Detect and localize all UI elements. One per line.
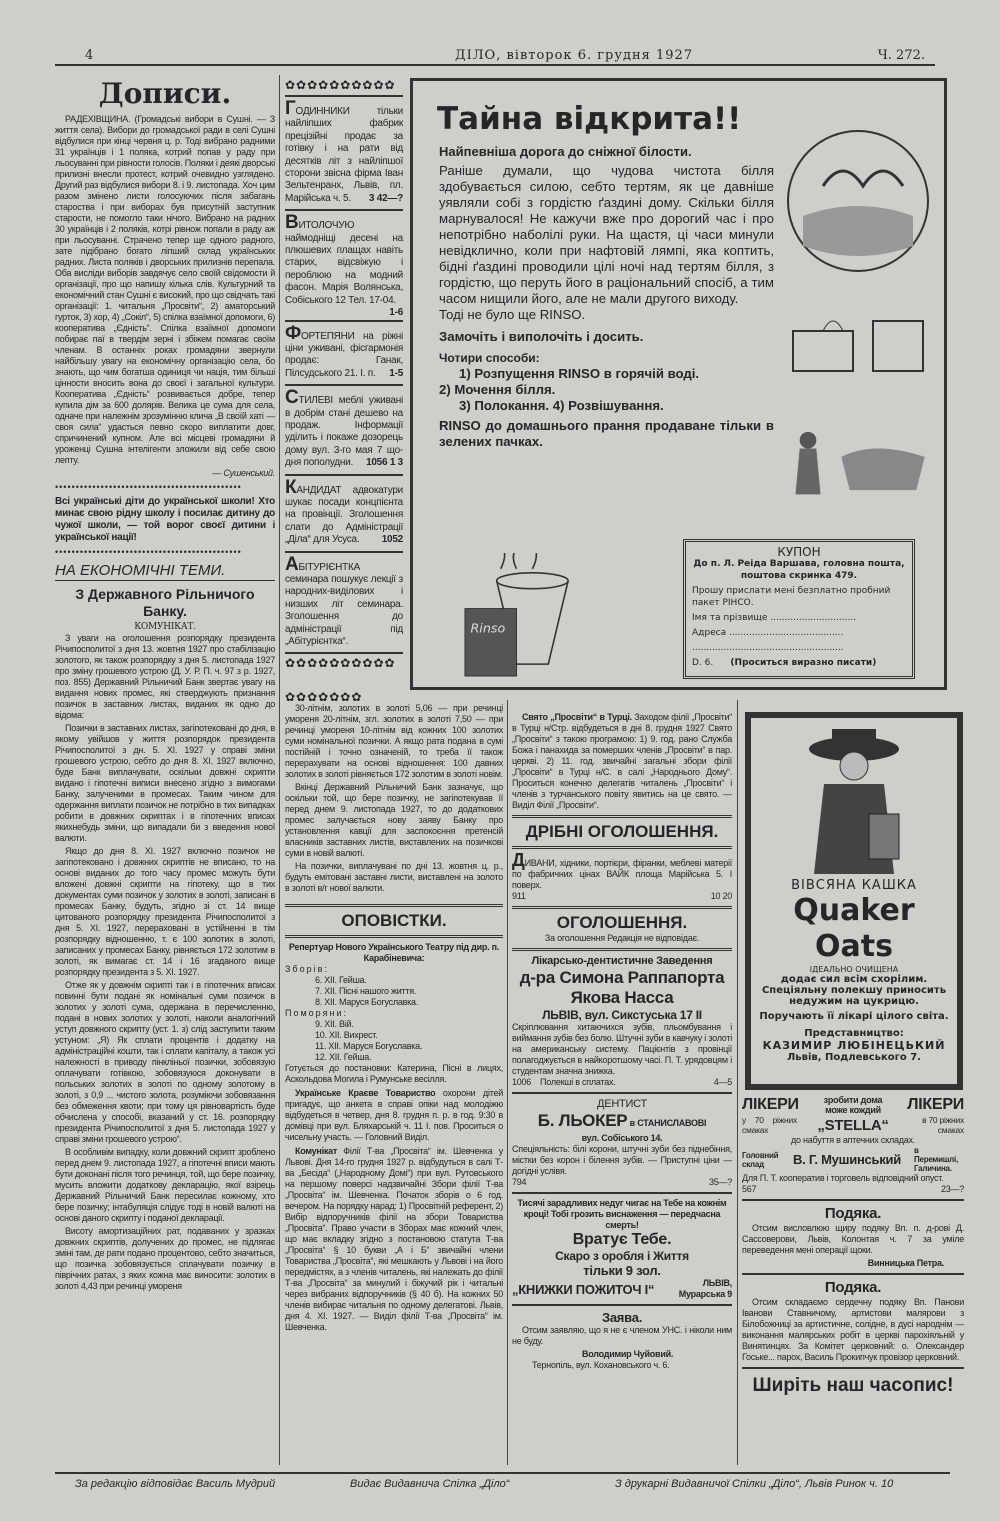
bank-continued: Вкінці Державний Рільничий Банк зазначує, що оскільки той, що бере позичку, не загіпотекував її перед днем 9. листопада 1927, то до додаткових промес залучається нову заяву Банку про установлення кавції для заспокоєння претенсій власників заставних листів, виставлених на позичкові суми в новій валюті.	[285, 782, 503, 858]
health-book: „КНИЖКИ ПОЖИТОЧ І“	[512, 1281, 655, 1297]
liquor-where: до набуття в аптечних складах.	[791, 1135, 915, 1145]
quaker-line: ВІВСЯНА КАШКА	[791, 878, 917, 893]
ad-piano: ФОРТЕПЯНИ на ріжні ціни уживані, фісгармонія продає: Ганак, Пілсудського 21. І. п. 1-5	[285, 322, 403, 379]
thanks-title: Подяка.	[824, 1279, 882, 1296]
thanks-name: Винницька Петра.	[867, 1258, 944, 1268]
quaker-rep: Представництво:	[804, 1028, 904, 1039]
bank-para: Позички в заставних листах, загіпотековані до дня, в якому увійшов у життя розпорядок президента Річипосполитої з дн. 5. XI. 1927 у справі зміни грошевого устрою, себто до дня 8. XI. 1927 включно, буде Банк виплачувати, оскільки довжні скрипти видано і гіпотечні виписи внесено згідно з вимогами Банку, залученими в промесах. Таким чином для одержання виплати позичок не потрібно в тих випадках робити в довжних скриптах і в гіпотечних вписах якихнебудь зміни, що випадали би з введення нової валюти.	[55, 723, 275, 843]
issue-number: Ч. 272.	[877, 48, 925, 63]
left-column	[55, 74, 275, 1294]
quaker-man-illustration	[794, 724, 914, 874]
coupon-title: КУПОН	[777, 545, 821, 559]
health-warning: Тисячі зарадливих недуг чигає на Тебе на кожнім кроці! Тобі грозить виснаження — передчасна смерть!	[517, 1198, 727, 1230]
footer-editor: За редакцію відповідає Василь Мудрий	[75, 1478, 276, 1490]
bank-para: Висоту амортизаційних рат, подаваних у зразках довжних скриптів, долучених до промес, не підлягає зміні там, де рати подано процентово, себто значиться, що позичка зобовязується сплачувати позичку в піврічних ратах, з яких кожна має виносити: золотих в золоті 4,43 при речинці умореня	[55, 1226, 275, 1291]
rinso-coupon: КУПОН До п. Л. Реіда Варшава, головна пошта, поштова скринка 479. Прошу прислати мені безплатно пробний пакет РІНСО. Імя та прізвище .............................. Адреса ........................................ ..................................................... D. 6. (Проситься виразно писати)	[683, 539, 915, 679]
ads-note: За оголошення Редакція не відповідає.	[544, 933, 700, 943]
bank-para: З уваги на оголошення розпорядку президента Річипосполитої з дня 13. жовтня 1927 про стабілізацію золотого, як також розпорядку з дня 5. листопада 1927 про зміну грошевого устрою (Д. У. Р. П. ч. 97 з р. 1927, поз. 855) Державний Рільничий Банк звертає увагу на видання нових промес, які стверджують признання позичок в заставних листах, виданих як одно до відома:	[55, 633, 275, 720]
bank-continued: На позички, виплачувані по дні 13. жовтня ц. р., будуть емітовані заставні листи, виставлені на золото в золоті в/г нової валюти.	[285, 861, 503, 893]
spread-slogan: Ширіть наш часопис!	[752, 1375, 954, 1396]
washing-hands-illustration	[783, 126, 933, 276]
ads-title: ОГОЛОШЕННЯ.	[556, 913, 688, 932]
dentist-label: ДЕНТИСТ	[597, 1098, 647, 1110]
rinso-body: Раніше думали, що чудова чистота білля здобувається силою, себто тертям, як це давніше уявляли собі з гордістю ґаздині дому. Скільки білля марнувалося! Не кажучи вже про дорогий час і про непотрібно наболілі руки. На щастя, ці часи минули невідклично, коли при нафтовій лямпі, яка коптить, бідні ґаздині проводили цілі ночі над тертям білля, з гордістю, що перуть його в раціональний спосіб, а тим часом нищили його, але не мали другого виходу.	[439, 163, 774, 306]
dental-address: ЛЬВІВ, вул. Сикстуська 17 II	[542, 1008, 702, 1022]
quaker-brand: Quaker Oats	[793, 893, 915, 964]
coupon-request: Прошу прислати мені безплатно пробний пакет РІНСО.	[692, 586, 891, 608]
page-header	[55, 48, 935, 66]
theatre-prep: Готується до постановки: Катерина, Пісні в лицях, Аскольдова Могила і Румунське весілля.	[285, 1063, 503, 1084]
child-society-title: Українське Краєве Товариство	[295, 1088, 436, 1098]
rinso-subhead: Найпевніша дорога до сніжної білости.	[439, 144, 692, 159]
statement-text: Отсим заявляю, що я не є членом УНС. і ніколи ним не буду.	[512, 1325, 732, 1346]
quaker-rep-addr: Львів, Подлевського 7.	[787, 1052, 921, 1063]
turka-title: Свято „Просвіти“ в Турці.	[522, 712, 632, 722]
coupon-address-label: Адреса	[692, 628, 727, 638]
thanks-title: Подяка.	[824, 1205, 882, 1222]
rinso-box-illustration	[453, 553, 588, 680]
theatre-title: Репертуар Нового Українського Театру під дир. п. Карабіневича:	[288, 942, 500, 963]
quaker-doctors: Поручають її лікарі цілого світа.	[759, 1011, 949, 1022]
ad-sofas: ДИВАНИ, хідники, портієри, фіранки, меблеві матерії по фабричних цінах ВАЙК площа Марійська 5. І поверх. 911 10 20	[512, 850, 732, 901]
bank-subtitle: КОМУНІКАТ.	[134, 622, 196, 632]
dental-line: д-ра Симона Раппапорта	[519, 968, 725, 987]
classifieds-title: ДРІБНІ ОГОЛОШЕННЯ.	[525, 822, 719, 841]
theatre-town: Зборів:	[285, 964, 329, 974]
health-price: тільки 9 зол.	[583, 1263, 661, 1278]
rinso-ways-title: Чотири способи:	[439, 351, 540, 365]
rinso-soak: Замочіть і виполочіть і досить.	[439, 329, 644, 344]
ad-candidate: КАНДИДАТ адвокатури шукає посади концпієнта на провінції. Зголошення слати до Адміністрації „Діла“ для Усуса. 1052	[285, 476, 403, 546]
coupon-name-label: Імя та прізвище	[692, 613, 768, 623]
masthead: ДІЛО, вівторок 6. грудня 1927	[455, 48, 694, 63]
bank-title: З Державного Рільничого Банку.	[75, 586, 255, 619]
rinso-way: 3) Полокання. 4) Розвішування.	[459, 398, 664, 413]
dentist-city: в СТАНИСЛАВОВІ	[629, 1118, 707, 1128]
ad-graduate: АБІТУРІЄНТКА семинара пошукує лекції з народних-виділових і низших літ семинара. Зголошення до адміністрації під „Абітурієнтка“.	[285, 553, 403, 648]
rinso-box-label: Rinso	[470, 620, 506, 636]
ornament: ✿✿✿✿✿✿✿	[285, 692, 363, 703]
rinso-closing: RINSO до домашнього прання продаване тільки в зелених пачках.	[439, 418, 774, 449]
notices-title: ОПОВІСТКИ.	[341, 911, 447, 930]
ads-column: Свято „Просвіти“ в Турці. Заходом філії „Просвіти“ в Турці н/Стр. відбудеться в дні 8. грудня 1927 Свято „Просвіти“ з такою програмою: 1) 9. год. рано Служба Божа і панахида за померших членів „Просвіти“ в пар. церкві. 2) 11. год. звичайні загальні збори філії „Просвіти“ в Турці н/С. в салі „Народнього Дому“. Проситься конечно делегатів читалень „Просвіти“ і членів з турчанського повіту явитись на це свято. — Виділ Філії „Просвіти“. ДРІБНІ ОГОЛОШЕННЯ. ДИВАНИ, хідники, портієри, фіранки, меблеві матерії по фабричних цінах ВАЙК площа Марійська 5. І поверх. 911 10 20 ОГОЛОШЕННЯ. За оголошення Редакція не відповідає. Лікарсько-дентистичне Заведення д-ра Симона Раппапорта Якова Насса ЛЬВІВ, вул. Сикстуська 17 II Скріплювання хитаючихся зубів, пльомбування і виймання зубів без болю. Штучні зуби в кавчуку і золоті на американську систему. Пацієнтів з провінції полагоджується в найкоротшому часі. П. Т. урядовцям і студентам значна знижка. 1006 Полекші в сплатах. 4—5 ДЕНТИСТ Б. ЛЬОКЕР в СТАНИСЛАВОВІ вул. Собіського 14. Спеціяльність: білі корони, штучні зуби без піднебіння, містки без корон і білення зубів. — Приступні ціни — догідні услівя. 794 35—? Тисячі зарадливих недуг чигає на Тебе на кожнім кроці! Тобі грозить виснаження — передчасна смерть! Вратує Тебе. Скаро з оробля і Життя тільки 9 зол. „КНИЖКИ ПОЖИТОЧ І“ ЛЬВІВ, Мурарська 9 Заява. Отсим заявляю, що я не є членом УНС. і ніколи ним не буду. Володимир Чуйовий. Тернопіль, вул. Кохановського ч. 6.	[512, 712, 732, 1370]
divider: •••••••••••••••••••••••••••••••••••••••••••••	[55, 547, 242, 557]
ad-clocks: ГОДИННИКИ тільки найліпших фабрик прецізійні продає за готівку і на рати від десятків літ з найліпшої сторони звісна фірма Іван Зельтенранх, Львів, пл. Марійська ч. 5. 3 42—?	[285, 98, 403, 204]
quaker-pure: ІДЕАЛЬНО ОЧИЩЕНА	[809, 965, 899, 974]
statement-title: Заява.	[601, 1310, 643, 1325]
ornament: ✿✿✿✿✿✿✿✿✿✿	[285, 80, 396, 91]
bank-para: Отже як у довжнім скрипті так і в гіпотечних вписах повинні бути подані як номінальні суми позичок в золотих у золоті сума, одержана в перечисленню, подані в нових золотих у золоті, наколи аналогічний уступ довжного скрипту (уст. 1. з) слід заступити таким устуном: „Я) Як сплати процентів і додатку на адміністраційні кошти, так і сплати капіталу, а також усі належності в приводу пінкліньої позички, зобовязую оплачувати готівкою, зобовязуюся доконувати в польських золотих в золоті по одному золотому в золоті, з 0,9 ... чистого золота, розуміючи зобовязання без обмеження квоти; при тому ця рівновартість буде обчислена у способі, вказаний у ст. 16. розпорядку президента Річипосполитої з дня 5. листопада 1927 у справі зміни грошевого устрою“.	[55, 980, 275, 1144]
rinso-way: 1) Розпущення RINSO в горячій воді.	[459, 366, 700, 381]
theatre-town: Поморяни:	[285, 1008, 348, 1018]
kettle-illustration	[783, 301, 933, 381]
quaker-oats-advertisement	[745, 712, 963, 1090]
bank-para: Якщо до дня 8. XI. 1927 включно позичок не загіпотековано і довжних скриптів не вписано, то на основі виданих до того часу промес можуть бути вложені довжні скрипти на гіпотеку, що в тих документах суми позичок у золотих в золоті, записані в промесах Банку, будуть, згідно зі ст. 14 вище цитованого розпорядку президента Річипосполитої з дня 5. XI. 1927, перераховані в устійненні в тім розпорядку відношенню, т. є 100 золотих в золоті, записаних у промесах Банку, рівняється 172 золотим в золоті, як вимагає ст. 14 і 16 згаданого вище розпорядку президента з 5. XI. 1927.	[55, 846, 275, 977]
quaker-rep-name: КАЗИМИР ЛЮБІНЕЦЬКИЙ	[762, 1039, 946, 1052]
section-economy: НА ЕКОНОМІЧНІ ТЕМИ.	[55, 562, 275, 581]
quaker-text: додає сил всім схорілим. Спеціяльну полекшу приносить недужим на цукрицю.	[761, 974, 947, 1007]
divider: •••••••••••••••••••••••••••••••••••••••••••••	[55, 482, 242, 492]
rinso-advertisement	[410, 78, 947, 690]
signature: — Сушенський.	[212, 468, 275, 478]
right-lower-column: ЛІКЕРИ зробити дома може кождий ЛІКЕРИ у 70 ріжних смаках „STELLA“ в 70 ріжних смаках до набуття в аптечних складах. Головний склад В. Г. Мушинський в Перемишлі, Галичина. Для П. Т. кооператив і торговель відповідний опуст. 567 23—? Подяка. Отсим висловлюю щиру подяку Вп. п. д-рові Д. Сассоверови, Львів, Колонтая ч. 7 за уміле переведення мені операції щоки. Винницька Петра. Подяка. Отсим складаємо сердечну подяку Вп. Панови Іванови Ставничому, артистови малярови з Білобожниці за артистичне, солідне, в дусі народнім — виконання малярських робіт в церкві парохіяльній у Винятинцях. За Комітет церковний: о. Олександер Гоське... парох, Василь Прокипчук провізор церковний. Ширіть наш часопис!	[742, 1095, 964, 1399]
statement-address: Тернопіль, вул. Кохановського ч. 6.	[532, 1360, 670, 1370]
theatre-list: 6. XII. Гейша. 7. XII. Пісні нашого життя. 8. XII. Маруся Богуславка.	[315, 975, 419, 1007]
ad-furniture: СТИЛЕВІ меблі уживані в добрім стані дешево на продаж. Інформації уділить і покаже дозорець дому вул. 3-го мая 7 що-дня пополудни. 1056 1 3	[285, 387, 403, 469]
bank-continued: 30-літнім, золотих в золоті 5,06 — при речинці умореня 20-літнім, згл. золотих в золоті 7,50 — при речинці умореня 10-літнім від кожних 100 золотих суми номінальної позички. А якщо рата подана в сумі постійній і точно означеній, то треба її також перерахувати на основі відношення: 100 давних золотих в золоті рівняється 172 золотим в золоті новім.	[285, 703, 503, 779]
bank-para: В особливім випадку, коли довжний скрипт зроблено перед днем 9. листопада 1927, а гіпотечні вписи мають бути доконані після того речинця, той, що бере позичку, мусить вложити додаткову декларацію, якої взірець Державний Рільничий Банк пересилає кожному, хто бере позичку; інтабуляція слідує тоді в новій валюті на основі даного скрипту і поданої декларації.	[55, 1147, 275, 1223]
ad-embroidery: ВИТОЛОЧУЮ наймодніщі десені на плюшевих плащах навіть старих, відсвіжую і пероблюю на модний фасон. Марія Волянська, Собіського 12 Тел. 17-04. 1-6	[285, 212, 403, 319]
school-appeal: Всі українські діти до української школи! Хто минає свою рідну школу і посилає дитину до чужої школи, — той ворог своєї дитини і української нації!	[55, 496, 275, 543]
small-ads-column	[285, 80, 403, 669]
rinso-headline: Тайна відкрита!!	[437, 101, 742, 137]
section-title-dopysy: Дописи.	[98, 77, 232, 110]
child-society-text: охорони дітей пригадує, що анкета в справі опіки над молодіжю відбудеться в четвер, дня 8. грудня п. р. в год. 9:30 в домівці при вул. Бляхарській ч. 11 І. пов. Проситься о чисельну участь. — Головний Виділ.	[285, 1088, 503, 1142]
statement-name: Володимир Чуйовий.	[582, 1349, 674, 1359]
coupon-code: D. 6.	[692, 658, 714, 668]
coupon-note: (Проситься виразно писати)	[730, 658, 877, 668]
footer-publisher: Видає Видавнича Спілка „Діло“	[350, 1478, 510, 1490]
dental-line: Якова Насса	[570, 988, 674, 1007]
dentist-text: Спеціяльність: білі корони, штучні зуби без піднебіння, містки без корон і білення зубів. — Приступні ціни — догідні услівя.	[512, 1144, 732, 1176]
notices-column	[285, 692, 503, 1335]
dental-text: Скріплювання хитаючихся зубів, пльомбування і виймання зубів без болю. Штучні зуби в кавчуку і золоті на американську систему. Пацієнтів з провінції полагоджується в найкоротшому часі. П. Т. урядовцям і студентам значна знижка.	[512, 1022, 732, 1076]
rinso-then: Тоді не було ще RINSO.	[439, 307, 586, 322]
woman-hanging-laundry-illustration	[783, 416, 933, 506]
article-radekhiv: РАДЕХІВЩИНА. (Громадські вибори в Сушні. — З життя села). Вибори до громадської ради в селі Сушні відбулися при кінці червня ц. р. Тоді вибрано радними 31 українців і 1 поляка, котрий попав у раду при льосуванні при рівности голосів. Поляки і деякі дворські прилизні внесли протест, котрий очевидно узглядено. Другий раз відбулися вибори 8. і 9. листопада. Хоч цим разом змінено листи голосуючих після забагань староства і при виборах був присутній заступник старости, не помогло таки нічого. Вибрано на радних 30 українців і 2 поляків, котрі рівнож попали в раду аж при льосуванні. Страчено тепер ще одного радного, зате підібрано богато ліпший склад українських радних. Листа поляків і дворських прилизнів перепала. Оба висліди виборів завдячує село своїй свідомости й організації, про що напишу кілька слів. Культурний та економічний стан Сушні є високий, про що свідчать такі організації: 1. читальня „Просвіти“, 2) аматорський гурток, 3) хор, 4) „Сокіл“, 5) спілка взаїмної допомоги, 6) кооператива „Єдність“. Спілка взаїмної допомоги побирає паї в твердім зерні і збіжем помагає своїм членам. В останніх роках громадяни звернули найбільшу увагу на економічну організацію села, бо знають, що чим богатша одиниця чи нація, тим більші цінности вносить вона до своєї і загальної культури. Кооператива „Єдність“ розвивається добре, тепер купила дім за 600 долярів. Велика це сума для села, одначе при належнім зрозумінню клича „В своїй хаті — своя сила“ удасться певно скоро виплатити довг, спричинений купном. Але всі місцеві громадяни й уроженці Сушна інтелігенти зложили від себе свою лепту.	[55, 114, 275, 465]
dental-line: Лікарсько-дентистичне Заведення	[531, 955, 713, 967]
prosvita-text: Філії Т-ва „Просвіта“ ім. Шевченка у Львові. Дня 14-го грудня 1927 р. відбудуться в салі Т-ва „Бесіда“ („Народному Домі“) при вул. Рутовського на першому поверсі надзвичайні Збори філії Т-ва „Просвіта“ ім. Шевченка. Початок зборів о 6 год. вечером. На порядку нарад: 1) Просвітній референт, 2) Вибір відпоручників філії на збори Товариства „Просвіта“. Право участи в Зборах має кожний член, що має вкладку згідно з постановою статута Т-ва „Просвіта“ § 10 букви „А і Б“ звичайні члени Товариства „Просвіта“, які мешкають у Львові і на його передмістях, а з членів читалень, які належать до філії Т-ва „Просвіта“ за минулий і біжучий рік і читальні через вибраних відпоручників (§ 40 б). На кожних 50 членів вибирає читальня по одному делегатові. Львів, дня 4. XI. 1927. — Виділ філії Т-ва „Просвіта“ ім. Шевченка.	[285, 1146, 503, 1332]
thanks-text: Отсим висловлюю щиру подяку Вп. п. д-рові Д. Сассоверови, Львів, Колонтая ч. 7 за уміле переведення мені операції щоки.	[742, 1223, 964, 1255]
footer	[55, 1472, 950, 1490]
prosvita-title: Комунікат	[295, 1146, 338, 1156]
theatre-list: 9. XII. Вій. 10. XII. Вихрест. 11. XII. Маруся Богуславка. 12. XII. Гейша.	[315, 1019, 423, 1062]
coupon-address: До п. Л. Реіда Варшава, головна пошта, поштова скринка 479.	[693, 559, 905, 581]
rinso-way: 2) Мочення білля.	[439, 382, 556, 397]
turka-text: Заходом філії „Просвіти“ в Турці н/Стр. відбудеться в дні 8. грудня 1927 Свято „Просвіти“ з такою програмою: 1) 9. год. рано Служба Божа і панахида за померших членів „Просвіти“ в пар. церкві. 2) 11. год. звичайні загальні збори філії „Просвіти“ в Турці н/С. в салі „Народнього Дому“. Проситься конечно делегатів читалень „Просвіти“ і членів з турчанського повіту явитись на це свято. — Виділ Філії „Просвіти“.	[512, 712, 732, 810]
page-number: 4	[85, 48, 94, 63]
footer-printer: З друкарні Видавничої Спілки „Діло“, Львів Ринок ч. 10	[615, 1478, 894, 1490]
health-sub: Скаро з оробля і Життя	[555, 1249, 689, 1263]
dentist-address: вул. Собіського 14.	[581, 1133, 663, 1143]
dentist-name: Б. ЛЬОКЕР	[537, 1111, 628, 1130]
health-save: Вратує Тебе.	[572, 1231, 672, 1248]
liquor-coops: Для П. Т. кооператив і торговель відповідний опуст.	[742, 1173, 944, 1183]
liquor-ad: ЛІКЕРИ зробити дома може кождий ЛІКЕРИ	[742, 1095, 964, 1115]
ornament: ✿✿✿✿✿✿✿✿✿✿	[285, 658, 396, 670]
thanks-text: Отсим складаємо сердечну подяку Вп. Панови Іванови Ставничому, артистови малярови з Білобожниці за артистичне, солідне, в дусі народнім — виконання малярських робіт в церкві парохіяльній у Винятинцях. За Комітет церковний: о. Олександер Гоське... парох, Василь Прокипчук провізор церковний.	[742, 1297, 964, 1362]
